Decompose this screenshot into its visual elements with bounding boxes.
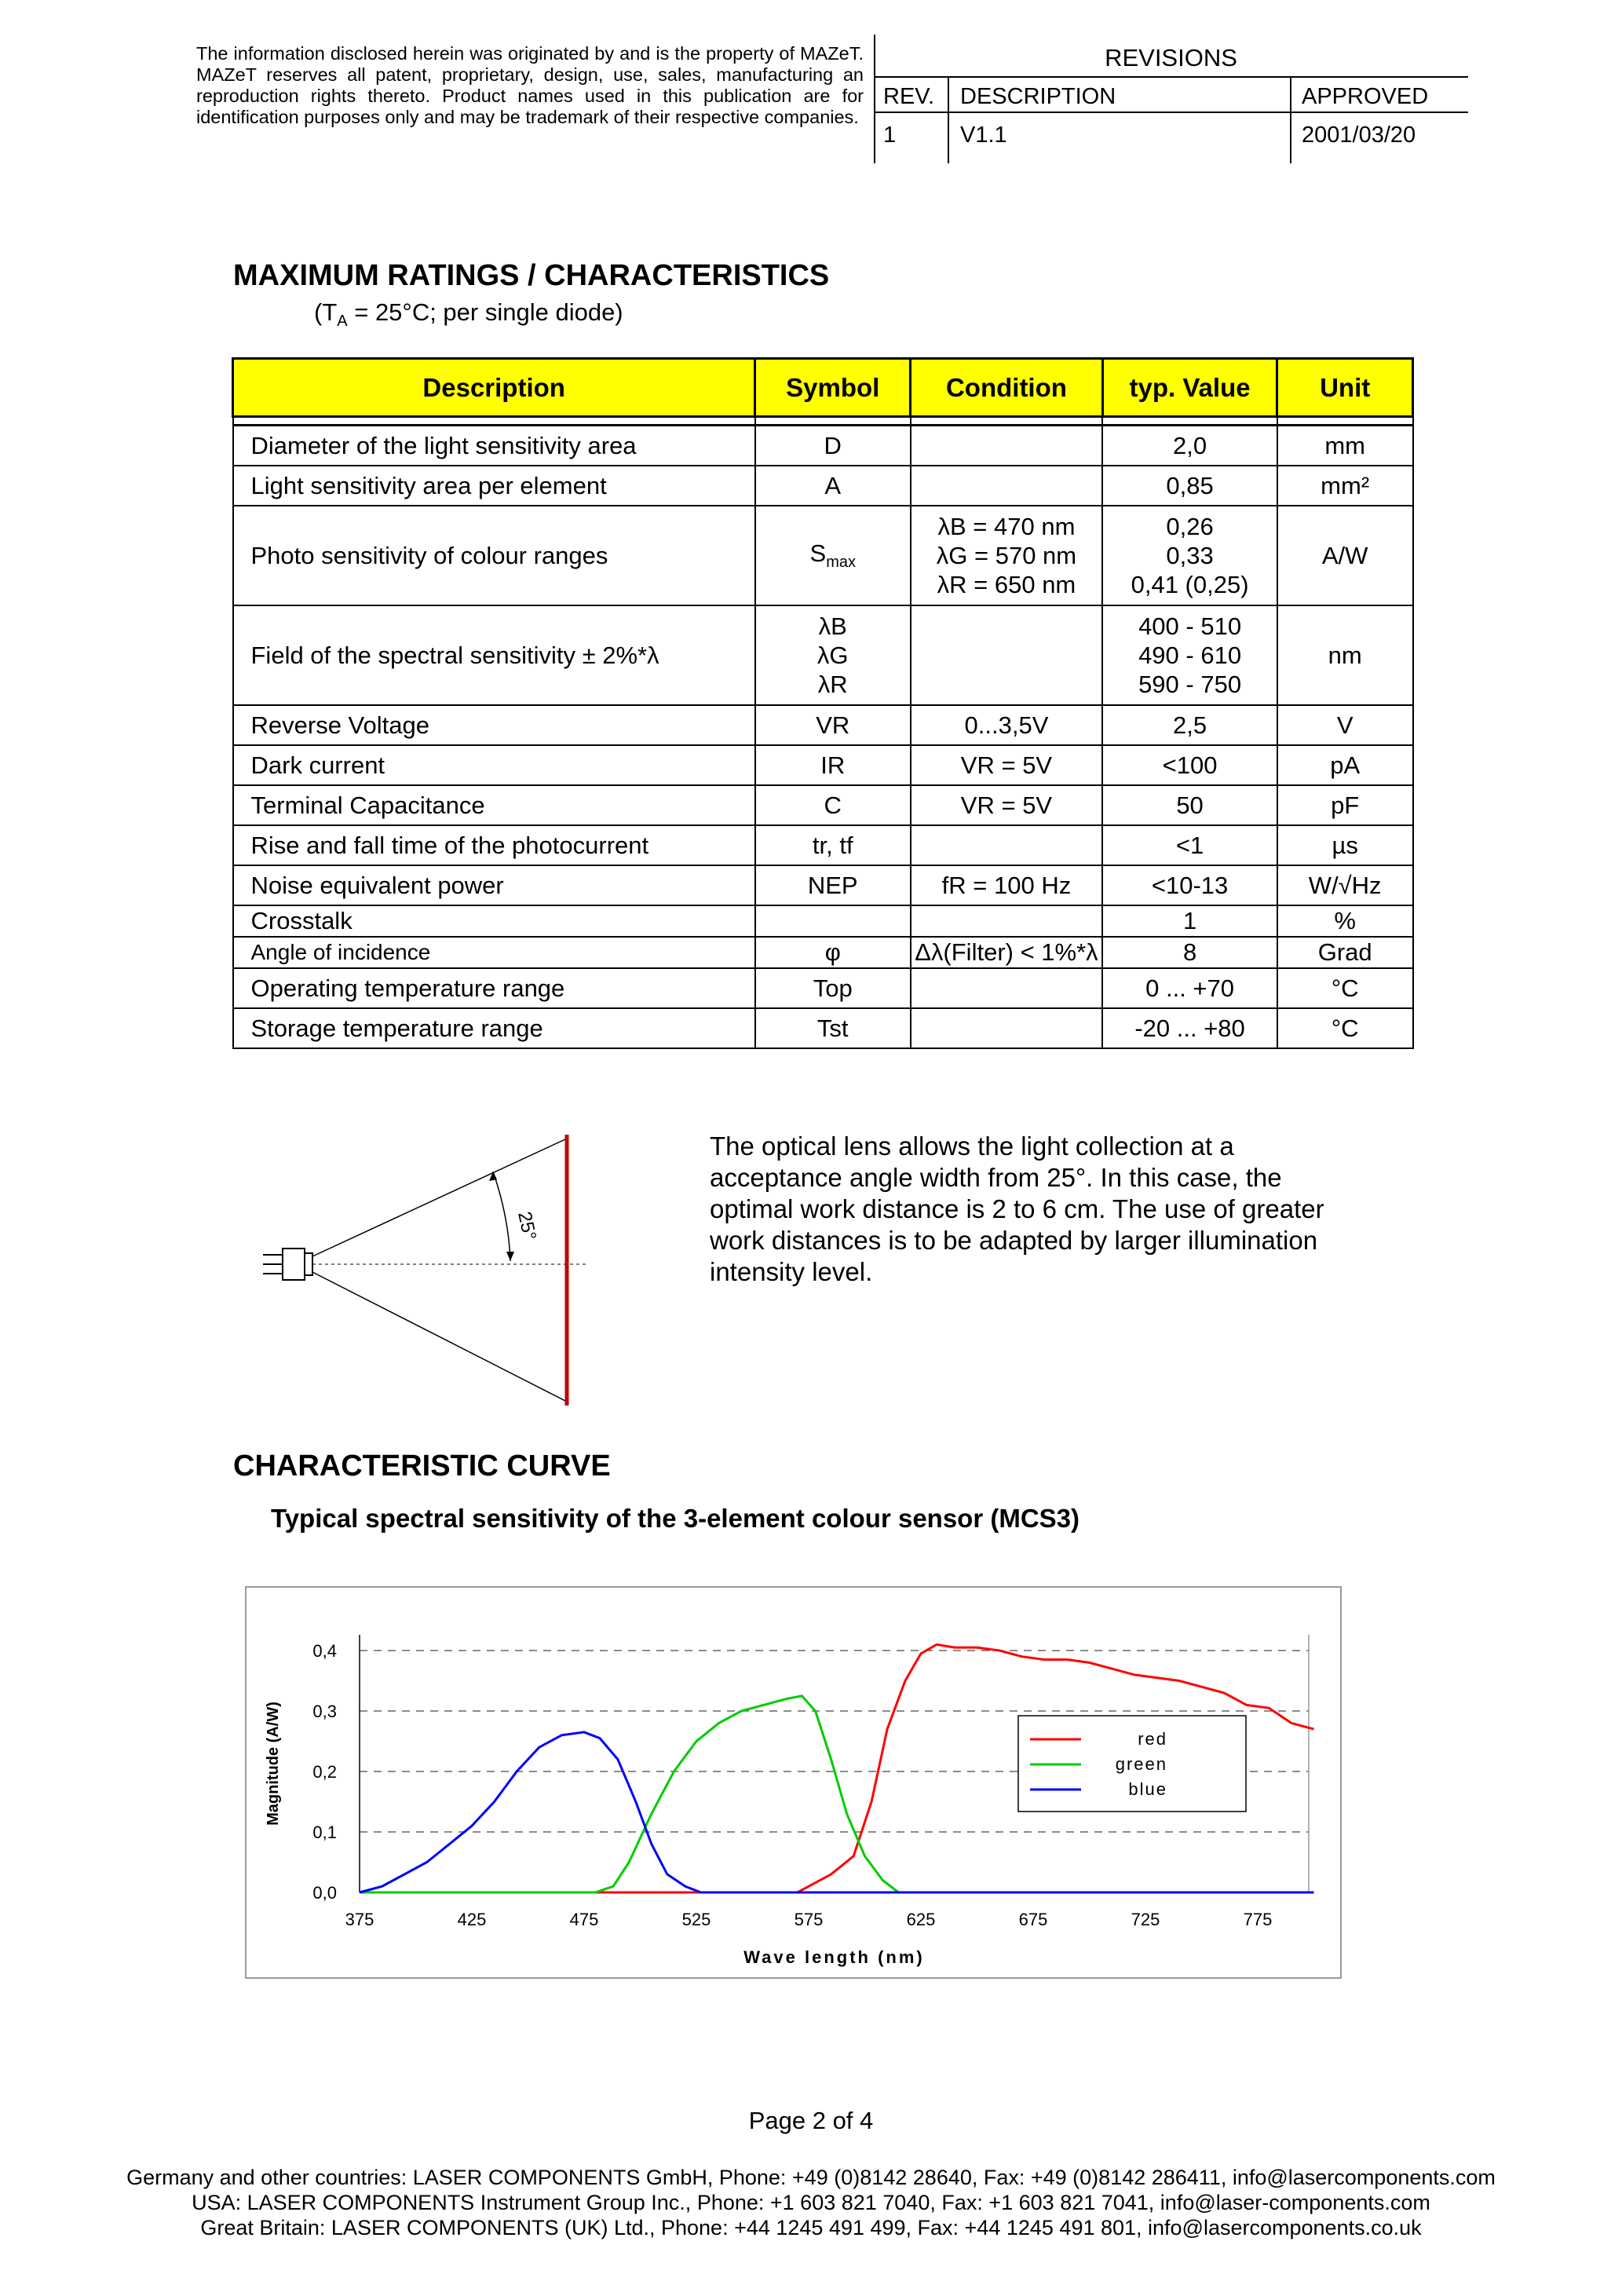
y-axis-label: Magnitude (A/W) bbox=[265, 1702, 282, 1826]
table-row: Storage temperature range Tst -20 ... +80 °C bbox=[233, 1008, 1413, 1048]
table-row: Reverse Voltage VR 0...3,5V 2,5 V bbox=[233, 705, 1413, 745]
curve-title: CHARACTERISTIC CURVE bbox=[233, 1450, 611, 1483]
table-row: Photo sensitivity of colour ranges $S_{max}$ λB = 470 nm λG = 570 nm λR = 650 nm 0,26 0,33 0,41 (0,25) A/W bbox=[233, 506, 1413, 605]
footer-line: USA: LASER COMPONENTS Instrument Group Inc., Phone: +1 603 821 7040, Fax: +1 603 821 7041, info@laser-components.com bbox=[192, 2191, 1430, 2214]
table-row: Rise and fall time of the photocurrent tr, tf <1 µs bbox=[233, 825, 1413, 865]
y-tick-label: 0,3 bbox=[312, 1702, 337, 1721]
rev-rule bbox=[874, 112, 1468, 113]
x-tick-label: 625 bbox=[906, 1910, 936, 1929]
x-tick-label: 425 bbox=[457, 1910, 487, 1929]
header-unit: Unit bbox=[1277, 359, 1413, 417]
x-tick-label: 675 bbox=[1018, 1910, 1048, 1929]
table-row: Field of the spectral sensitivity ± 2%*λ λB λG λR 400 - 510 490 - 610 590 - 750 nm bbox=[233, 605, 1413, 705]
table-row: Diameter of the light sensitivity area D 2,0 mm bbox=[233, 426, 1413, 466]
spectral-chart bbox=[247, 1588, 1340, 1977]
table-row: Operating temperature range Top 0 ... +70 °C bbox=[233, 968, 1413, 1008]
rev-value: 1 bbox=[883, 122, 897, 148]
table-row: Dark current IR VR = 5V <100 pA bbox=[233, 745, 1413, 785]
y-tick-label: 0,4 bbox=[312, 1641, 337, 1661]
legend-label: red bbox=[1138, 1729, 1167, 1749]
chart-frame bbox=[245, 1586, 1342, 1979]
x-tick-label: 525 bbox=[681, 1910, 711, 1929]
y-tick-label: 0,1 bbox=[312, 1823, 337, 1842]
rev-col-divider bbox=[948, 76, 949, 163]
angle-label: 25° bbox=[513, 1209, 541, 1242]
ratings-table bbox=[232, 357, 1414, 1049]
table-header-row bbox=[233, 359, 1413, 417]
page-number: Page 2 of 4 bbox=[748, 2107, 874, 2134]
footer-line: Germany and other countries: LASER COMPONENTS GmbH, Phone: +49 (0)8142 28640, Fax: +49 (0)8142 286411, info@lasercomponents.com bbox=[126, 2166, 1496, 2189]
header-symbol: Symbol bbox=[755, 359, 911, 417]
y-tick-label: 0,0 bbox=[312, 1883, 337, 1903]
curve-subtitle: Typical spectral sensitivity of the 3-element colour sensor (MCS3) bbox=[271, 1504, 1080, 1533]
legend-label: green bbox=[1115, 1754, 1167, 1774]
x-tick-label: 775 bbox=[1243, 1910, 1273, 1929]
y-tick-label: 0,2 bbox=[312, 1762, 337, 1782]
x-tick-label: 375 bbox=[345, 1910, 374, 1929]
header-condition: Condition bbox=[911, 359, 1103, 417]
table-row: Terminal Capacitance C VR = 5V 50 pF bbox=[233, 785, 1413, 825]
x-tick-label: 725 bbox=[1131, 1910, 1160, 1929]
rev-col-divider bbox=[1290, 76, 1291, 163]
lens-description: The optical lens allows the light collection at a acceptance angle width from 25°. In this case, the optimal work distance is 2 to 6 cm. The use of greater work distances is to be adapted by larger illumination intensity level. bbox=[710, 1132, 1324, 1286]
description-col-header: DESCRIPTION bbox=[960, 84, 1116, 109]
rev-col-header: REV. bbox=[883, 84, 935, 109]
table-row: Angle of incidence φ Δλ(Filter) < 1%*λ 8 Grad bbox=[233, 937, 1413, 968]
rev-rule bbox=[874, 76, 1468, 78]
header-description: Description bbox=[233, 359, 755, 417]
x-tick-label: 475 bbox=[569, 1910, 599, 1929]
table-row: Light sensitivity area per element A 0,85 mm² bbox=[233, 466, 1413, 506]
ratings-subtitle: ($T_A = 25^\circ C$; per single diode) bbox=[314, 298, 623, 331]
disclaimer-text: The information disclosed herein was originated by and is the property of MAZeT. MAZeT reserves all patent, proprietary, design, use, sales, manufacturing an reproduction rights thereto. Product names used in this publication are for identification purposes only and may be trademark of their respective companies. bbox=[196, 43, 864, 127]
revisions-box bbox=[874, 35, 1468, 163]
symbol-smax: $S_{max}$ bbox=[755, 506, 911, 605]
table-gap bbox=[233, 417, 1413, 426]
approved-value: 2001/03/20 bbox=[1302, 122, 1416, 148]
table-row: Crosstalk 1 % bbox=[233, 905, 1413, 937]
table-row: Noise equivalent power NEP fR = 100 Hz <10-13 W/√Hz bbox=[233, 865, 1413, 905]
sensor-icon bbox=[283, 1249, 305, 1280]
legend-label: blue bbox=[1128, 1779, 1167, 1799]
x-tick-label: 575 bbox=[794, 1910, 824, 1929]
description-value: V1.1 bbox=[960, 122, 1007, 148]
revisions-title: REVISIONS bbox=[1105, 44, 1237, 71]
footer-line: Great Britain: LASER COMPONENTS (UK) Ltd., Phone: +44 1245 491 499, Fax: +44 1245 491 801, info@lasercomponents.co.uk bbox=[200, 2216, 1422, 2239]
lens-diagram bbox=[259, 1131, 589, 1413]
ratings-title: MAXIMUM RATINGS / CHARACTERISTICS bbox=[233, 259, 830, 292]
approved-col-header: APPROVED bbox=[1302, 84, 1429, 109]
header-value: typ. Value bbox=[1102, 359, 1277, 417]
x-axis-label: Wave length (nm) bbox=[743, 1947, 925, 1967]
